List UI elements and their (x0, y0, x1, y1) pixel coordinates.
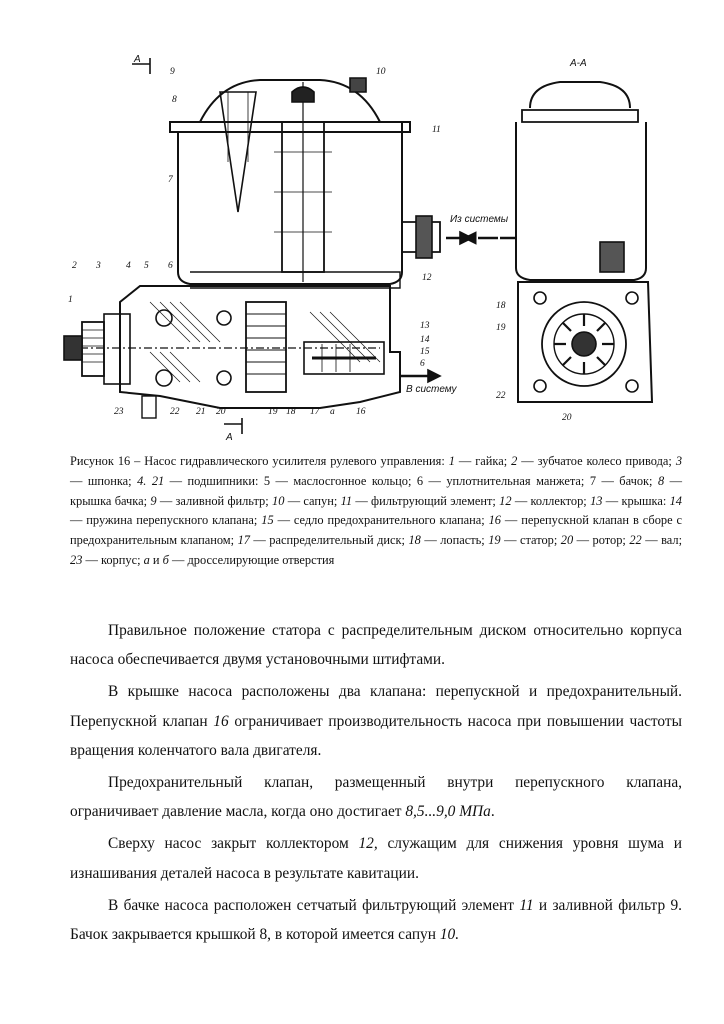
callout: 19 (496, 323, 506, 333)
caption-num: 10 (272, 493, 285, 508)
caption-num: 15 (261, 513, 274, 528)
caption-text: и (149, 552, 163, 567)
callout: 21 (196, 407, 206, 417)
paragraph-text: ограничивает производительность насоса при повышении частоты вращения коленчатого вала двигателя. (70, 712, 682, 759)
callout: 23 (114, 407, 124, 417)
caption-text: — ротор; (573, 533, 630, 548)
callout: 8 (172, 95, 177, 105)
paragraph (70, 616, 682, 674)
caption-text: — шпонка; (70, 473, 138, 488)
caption-text: — корпус; (82, 552, 144, 567)
paragraph-ref: 10. (439, 926, 460, 944)
caption-prefix: Рисунок 16 – Насос гидравлического усилителя рулевого управления: (70, 454, 449, 468)
caption-text: — зубчатое колесо привода; (517, 454, 676, 468)
paragraph (70, 677, 682, 765)
caption-text: — крышка: (602, 493, 670, 508)
callout: 6 (420, 359, 425, 369)
caption-text: — седло предохранительного клапана; (273, 513, 489, 528)
caption-num: 19 (488, 533, 501, 548)
callout: 18 (496, 301, 506, 311)
caption-num: 22 (629, 533, 642, 548)
caption-num: 9 (150, 493, 157, 508)
caption-text: — вал; (641, 533, 683, 548)
section-marker-top: A (134, 54, 141, 65)
callout: 20 (562, 413, 572, 423)
paragraph-text: В крышке насоса расположены два клапана: перепускной и предохранительный. Перепускной клапан (70, 683, 682, 730)
caption-num: 23 (70, 552, 83, 567)
caption-num: 11 (340, 493, 353, 508)
paragraph-text: Сверху насос закрыт коллектором (108, 835, 359, 853)
caption-num: 4. 21 (137, 473, 165, 488)
caption-text: — фильтрующий элемент; (352, 493, 500, 508)
caption-num: 17 (237, 533, 250, 548)
callout: 1 (68, 295, 73, 305)
caption-text: — коллектор; (511, 493, 591, 508)
paragraph-text: и заливной фильтр 9. Бачок закрывается крышкой 8, в которой имеется сапун (70, 896, 683, 944)
caption-num: б (162, 552, 169, 567)
callout: 7 (168, 175, 173, 185)
callout: 14 (420, 335, 430, 345)
paragraph-text: Предохранительный клапан, размещенный внутри перепускного клапана, ограничивает давление масла, когда оно достигает (70, 774, 682, 821)
paragraph-ref: 12, (358, 835, 378, 853)
caption-text: — пружина перепускного клапана; (70, 513, 262, 528)
caption-text: — крышка бачка; (70, 473, 682, 508)
body-text (70, 616, 682, 952)
caption-num: 20 (560, 533, 574, 548)
caption-text: — гайка; (454, 454, 512, 468)
figure-caption (70, 452, 682, 571)
pump-figure (60, 52, 680, 442)
callout: 6 (168, 261, 173, 271)
callout: 4 (126, 261, 131, 271)
paragraph-ref: 11 (519, 896, 534, 914)
caption-num: 13 (590, 493, 603, 508)
callout: 2 (72, 261, 77, 271)
callout: 20 (216, 407, 226, 417)
paragraph-text: . (490, 803, 495, 821)
pump-drawing (60, 52, 680, 442)
callout: 22 (170, 407, 180, 417)
caption-text: — сапун; (284, 493, 341, 508)
callout: а (330, 407, 335, 417)
callout: 11 (432, 125, 441, 135)
caption-num: 12 (499, 493, 512, 508)
paragraph (70, 829, 682, 887)
callout: 3 (96, 261, 101, 271)
callout: 5 (144, 261, 149, 271)
caption-text: — дросселирующие отверстия (168, 552, 335, 567)
callout: 9 (170, 67, 175, 77)
caption-num: 14 (669, 493, 682, 508)
caption-num: 3 (675, 454, 683, 468)
paragraph-ref: 16 (213, 712, 229, 730)
caption-text: — лопасть; (420, 533, 489, 548)
caption-num: 8 (657, 473, 665, 488)
caption-num: 1 (448, 454, 455, 468)
callout: 12 (422, 273, 432, 283)
paragraph (70, 891, 682, 949)
section-marker-bottom: A (226, 432, 233, 442)
callout: 17 (310, 407, 320, 417)
caption-text: — подшипники: 5 — маслосгонное кольцо; 6 — уплотнительная манжета; 7 — бачок; (164, 473, 658, 488)
callout: 18 (286, 407, 296, 417)
caption-num: 18 (408, 533, 421, 548)
paragraph-text: служащим для снижения уровня шума и изнашивания деталей насоса в результате кавитации. (70, 835, 682, 882)
callout: 13 (420, 321, 430, 331)
paragraph (70, 768, 682, 826)
section-title: A-A (570, 58, 587, 69)
caption-text: — распределительный диск; (249, 533, 409, 548)
paragraph-text: В бачке насоса расположен сетчатый фильтрующий элемент (108, 896, 520, 914)
caption-num: 16 (488, 513, 501, 528)
caption-num: 2 (511, 454, 518, 468)
inlet-label: Из системы (450, 214, 509, 225)
callout: 16 (356, 407, 366, 417)
caption-text: — статор; (500, 533, 561, 548)
callout: 10 (376, 67, 386, 77)
caption-text: — заливной фильтр; (156, 493, 272, 508)
outlet-label: В систему (406, 384, 457, 395)
caption-text: — перепускной клапан в сборе с предохранительным клапаном; (70, 513, 683, 548)
callout: 22 (496, 391, 506, 401)
paragraph-value: 8,5...9,0 МПа (405, 803, 491, 821)
paragraph-text: Правильное положение статора с распределительным диском относительно корпуса насоса обеспечивается двумя установочными штифтами. (70, 622, 682, 669)
callout: 15 (420, 347, 430, 357)
caption-num: а (143, 552, 150, 567)
callout: 19 (268, 407, 278, 417)
